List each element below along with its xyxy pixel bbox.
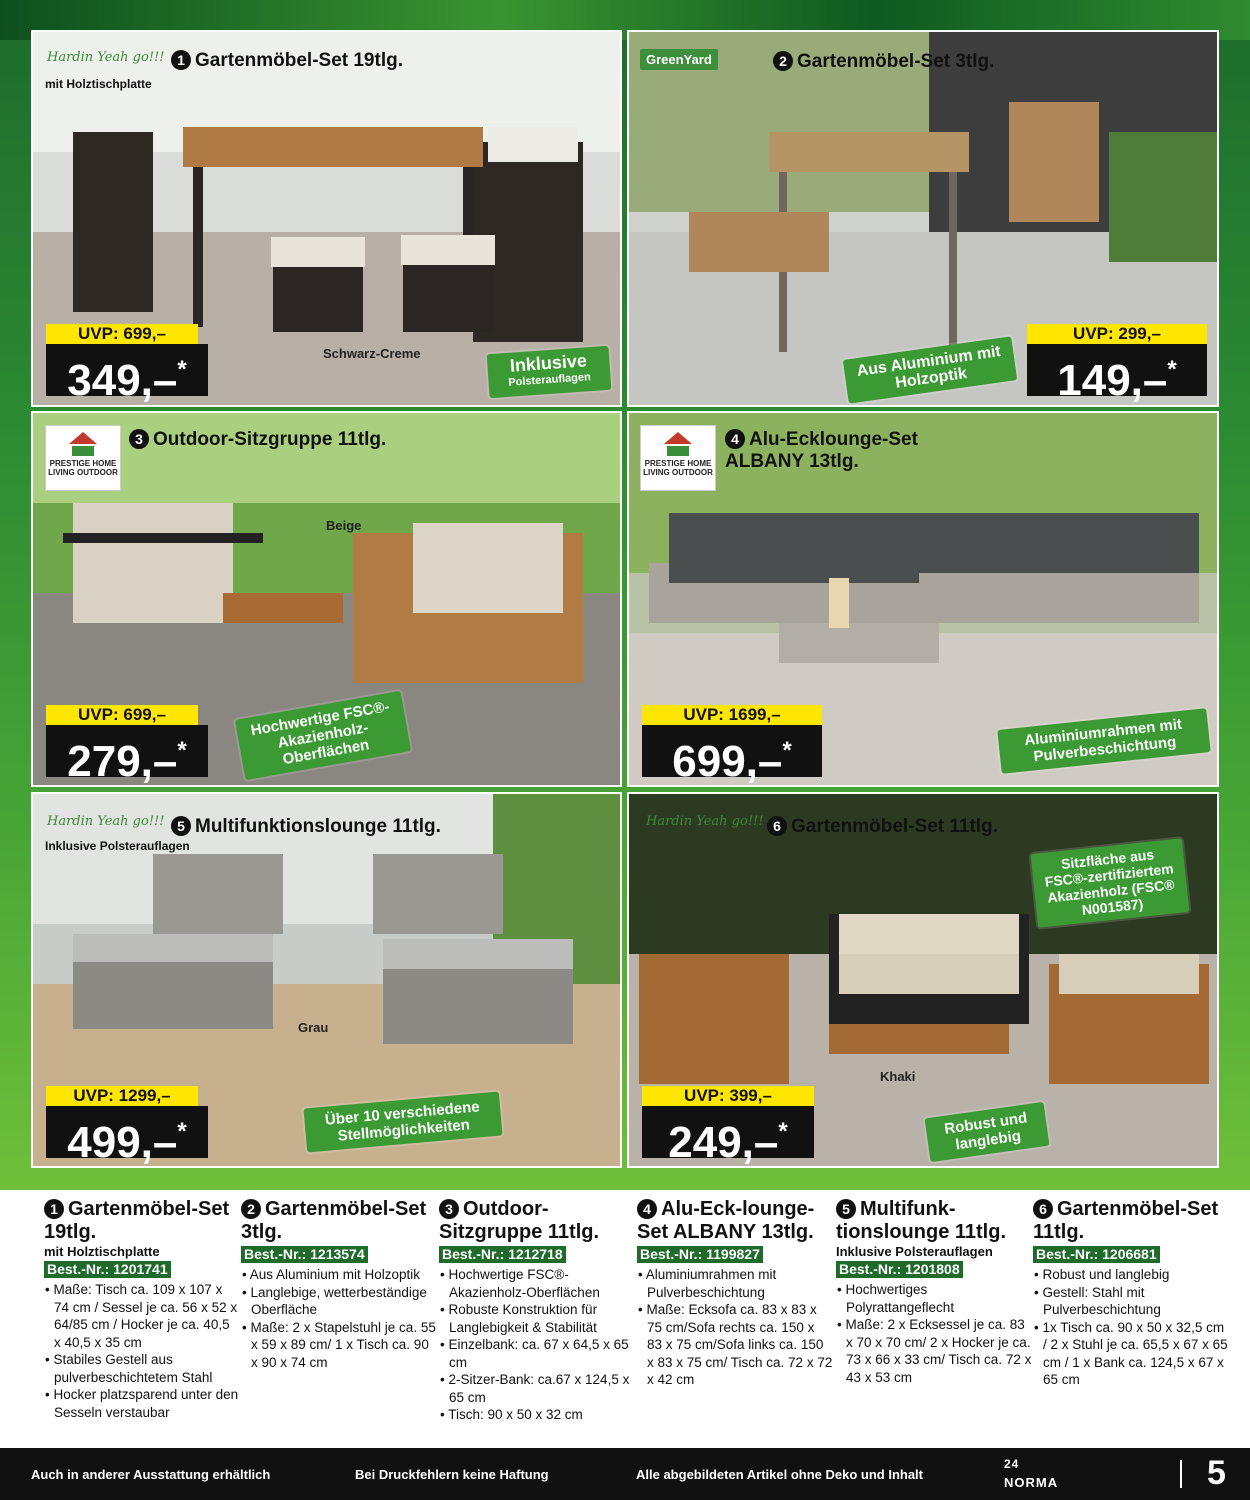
product-title-3: 3 Outdoor-Sitzgruppe 11tlg. (129, 429, 386, 451)
norma-logo[interactable]: NORMA $^{24}$ (1004, 1457, 1059, 1490)
feature-item: • Stabiles Gestell aus pulverbeschichtetem Stahl (44, 1351, 240, 1386)
feature-item: • Maße: Ecksofa ca. 83 x 83 x 75 cm/Sofa rechts ca. 150 x 83 x 75 cm/Sofa links ca. 150 x 83 x 75 cm/ Tisch ca. 72 x 72 x 42 cm (637, 1301, 833, 1389)
sticker-6-fsc: Sitzfläche aus FSC®-zertifiziertem Akazienholz (FSC® N001587) (1031, 838, 1190, 927)
description-number-4: 4 (637, 1199, 657, 1219)
feature-item: • 2-Sitzer-Bank: ca.67 x 124,5 x 65 cm (439, 1371, 635, 1406)
sticker-2: Aus Aluminium mit Holzoptik (843, 336, 1017, 403)
feature-list-4 (637, 1266, 833, 1389)
product-title-4: 4 Alu-Ecklounge-Set ALBANY 13tlg. (725, 429, 918, 472)
description-number-1: 1 (44, 1199, 64, 1219)
product-title-5: 5 Multifunktionslounge 11tlg. (171, 816, 441, 838)
product-title-2: 2 Gartenmöbel-Set 3tlg. (773, 51, 994, 73)
brand-logo-prestige-home-3: PRESTIGE HOME LIVING OUTDOOR (45, 425, 121, 491)
feature-item: • Maße: 2 x Stapelstuhl je ca. 55 x 59 x 89 cm/ 1 x Tisch ca. 90 x 90 x 74 cm (241, 1319, 437, 1372)
footer-note-decoration: Alle abgebildeten Artikel ohne Deko und Inhalt (636, 1467, 923, 1482)
sticker-4: Aluminiumrahmen mit Pulverbeschichtung (997, 708, 1210, 774)
uvp-label-6: UVP: 399,– (642, 1086, 814, 1106)
sticker-5: Über 10 verschiedene Stellmöglichkeiten (303, 1092, 502, 1153)
footer-note-availability: Auch in anderer Ausstattung erhältlich (31, 1467, 271, 1482)
color-label-6: Khaki (880, 1069, 916, 1084)
feature-item: • Einzelbank: ca. 67 x 64,5 x 65 cm (439, 1336, 635, 1371)
feature-list-2 (241, 1266, 437, 1371)
feature-item: • Robuste Konstruktion für Langlebigkeit & Stabilität (439, 1301, 635, 1336)
description-title-2: 2 Gartenmöbel-Set 3tlg. (241, 1198, 427, 1243)
brand-logo-hardin: Hardin Yeah go!!! (47, 50, 165, 65)
product-panel-1[interactable] (31, 30, 622, 407)
description-title-1: 1 Gartenmöbel-Set 19tlg. (44, 1198, 230, 1243)
product-number-6: 6 (767, 816, 787, 836)
description-5 (836, 1198, 1032, 1386)
product-subtitle-1: mit Holztischplatte (45, 77, 152, 91)
color-label-1: Schwarz-Creme (323, 346, 421, 361)
brand-logo-prestige-home-4: PRESTIGE HOME LIVING OUTDOOR (640, 425, 716, 491)
order-number-2: Best.-Nr.: 1213574 (241, 1246, 368, 1263)
order-number-1: Best.-Nr.: 1201741 (44, 1261, 171, 1278)
feature-item: • Maße: Tisch ca. 109 x 107 x 74 cm / Sessel je ca. 56 x 52 x 64/85 cm / Hocker je ca. 40,5 x 40,5 x 35 cm (44, 1281, 240, 1351)
price-5: 499,–* (46, 1106, 208, 1158)
feature-item: • Hochwertiges Polyrattangeflecht (836, 1281, 1032, 1316)
brand-logo-greenyard: GreenYard (640, 49, 718, 70)
price-4: 699,–* (642, 725, 822, 777)
product-title-1: 1 Gartenmöbel-Set 19tlg. (171, 50, 403, 72)
product-panel-4[interactable] (627, 411, 1219, 787)
product-number-4: 4 (725, 429, 745, 449)
product-panel-6[interactable] (627, 792, 1219, 1168)
product-number-2: 2 (773, 51, 793, 71)
product-title-6: 6 Gartenmöbel-Set 11tlg. (767, 816, 998, 838)
product-panel-3[interactable] (31, 411, 622, 787)
order-number-3: Best.-Nr.: 1212718 (439, 1246, 566, 1263)
description-number-2: 2 (241, 1199, 261, 1219)
product-subtitle-5: Inklusive Polsterauflagen (45, 839, 190, 853)
description-6 (1033, 1198, 1229, 1389)
description-4 (637, 1198, 833, 1389)
price-6: 249,–* (642, 1106, 814, 1158)
color-label-3: Beige (326, 518, 362, 533)
product-panel-2[interactable] (627, 30, 1219, 407)
sticker-6: Robust und langlebig (925, 1102, 1050, 1162)
feature-list-1 (44, 1281, 240, 1421)
footer-divider (1180, 1460, 1182, 1488)
description-subtitle-5: Inklusive Polsterauflagen (836, 1244, 993, 1259)
product-number-5: 5 (171, 816, 191, 836)
footer-note-misprint: Bei Druckfehlern keine Haftung (355, 1467, 549, 1482)
feature-list-3 (439, 1266, 635, 1424)
description-number-6: 6 (1033, 1199, 1053, 1219)
feature-item: • Gestell: Stahl mit Pulverbeschichtung (1033, 1284, 1229, 1319)
description-title-4: 4 Alu-Eck-lounge-Set ALBANY 13tlg. (637, 1198, 815, 1243)
order-number-5: Best.-Nr.: 1201808 (836, 1261, 963, 1278)
feature-item: • Tisch: 90 x 50 x 32 cm (439, 1406, 635, 1424)
price-2: 149,–* (1027, 344, 1207, 396)
uvp-label-2: UVP: 299,– (1027, 324, 1207, 344)
description-title-3: 3 Outdoor-Sitzgruppe 11tlg. (439, 1198, 600, 1243)
description-number-3: 3 (439, 1199, 459, 1219)
color-label-5: Grau (298, 1020, 329, 1035)
uvp-label-4: UVP: 1699,– (642, 705, 822, 725)
description-number-5: 5 (836, 1199, 856, 1219)
price-1: 349,–* (46, 344, 208, 396)
feature-item: • Aus Aluminium mit Holzoptik (241, 1266, 437, 1284)
product-number-1: 1 (171, 50, 191, 70)
sticker-3: Hochwertige FSC®-Akazienholz-Oberflächen (235, 691, 411, 780)
footer-bar (0, 1448, 1250, 1500)
order-number-4: Best.-Nr.: 1199827 (637, 1246, 763, 1263)
feature-item: • Maße: 2 x Ecksessel je ca. 83 x 70 x 70 cm/ 2 x Hocker je ca. 73 x 66 x 33 cm/ Tisch ca. 72 x 43 x 53 cm (836, 1316, 1032, 1386)
brand-logo-hardin-6: Hardin Yeah go!!! (646, 814, 764, 829)
page-number: 5 (1207, 1454, 1226, 1492)
description-title-5: 5 Multifunk-tionslounge 11tlg. (836, 1198, 1007, 1243)
description-subtitle-1: mit Holztischplatte (44, 1244, 160, 1259)
feature-item: • Robust und langlebig (1033, 1266, 1229, 1284)
description-1 (44, 1198, 240, 1421)
brand-logo-hardin-5: Hardin Yeah go!!! (47, 814, 165, 829)
feature-item: • Hocker platzsparend unter den Sesseln verstaubar (44, 1386, 240, 1421)
product-panel-5[interactable] (31, 792, 622, 1168)
uvp-label-5: UVP: 1299,– (46, 1086, 198, 1106)
feature-list-5 (836, 1281, 1032, 1386)
feature-list-6 (1033, 1266, 1229, 1389)
order-number-6: Best.-Nr.: 1206681 (1033, 1246, 1160, 1263)
description-3 (439, 1198, 635, 1424)
feature-item: • 1x Tisch ca. 90 x 50 x 32,5 cm / 2 x Stuhl je ca. 65,5 x 67 x 65 cm / 1 x Bank ca. 124,5 x 67 x 65 cm (1033, 1319, 1229, 1389)
feature-item: • Langlebige, wetterbeständige Oberfläche (241, 1284, 437, 1319)
product-number-3: 3 (129, 429, 149, 449)
feature-item: • Aluminiumrahmen mit Pulverbeschichtung (637, 1266, 833, 1301)
description-title-6: 6 Gartenmöbel-Set 11tlg. (1033, 1198, 1219, 1243)
uvp-label-1: UVP: 699,– (46, 324, 198, 344)
description-2 (241, 1198, 437, 1371)
price-3: 279,–* (46, 725, 208, 777)
sticker-1: Inklusive Polsterauflagen (487, 346, 612, 398)
feature-item: • Hochwertige FSC®-Akazienholz-Oberflächen (439, 1266, 635, 1301)
uvp-label-3: UVP: 699,– (46, 705, 198, 725)
